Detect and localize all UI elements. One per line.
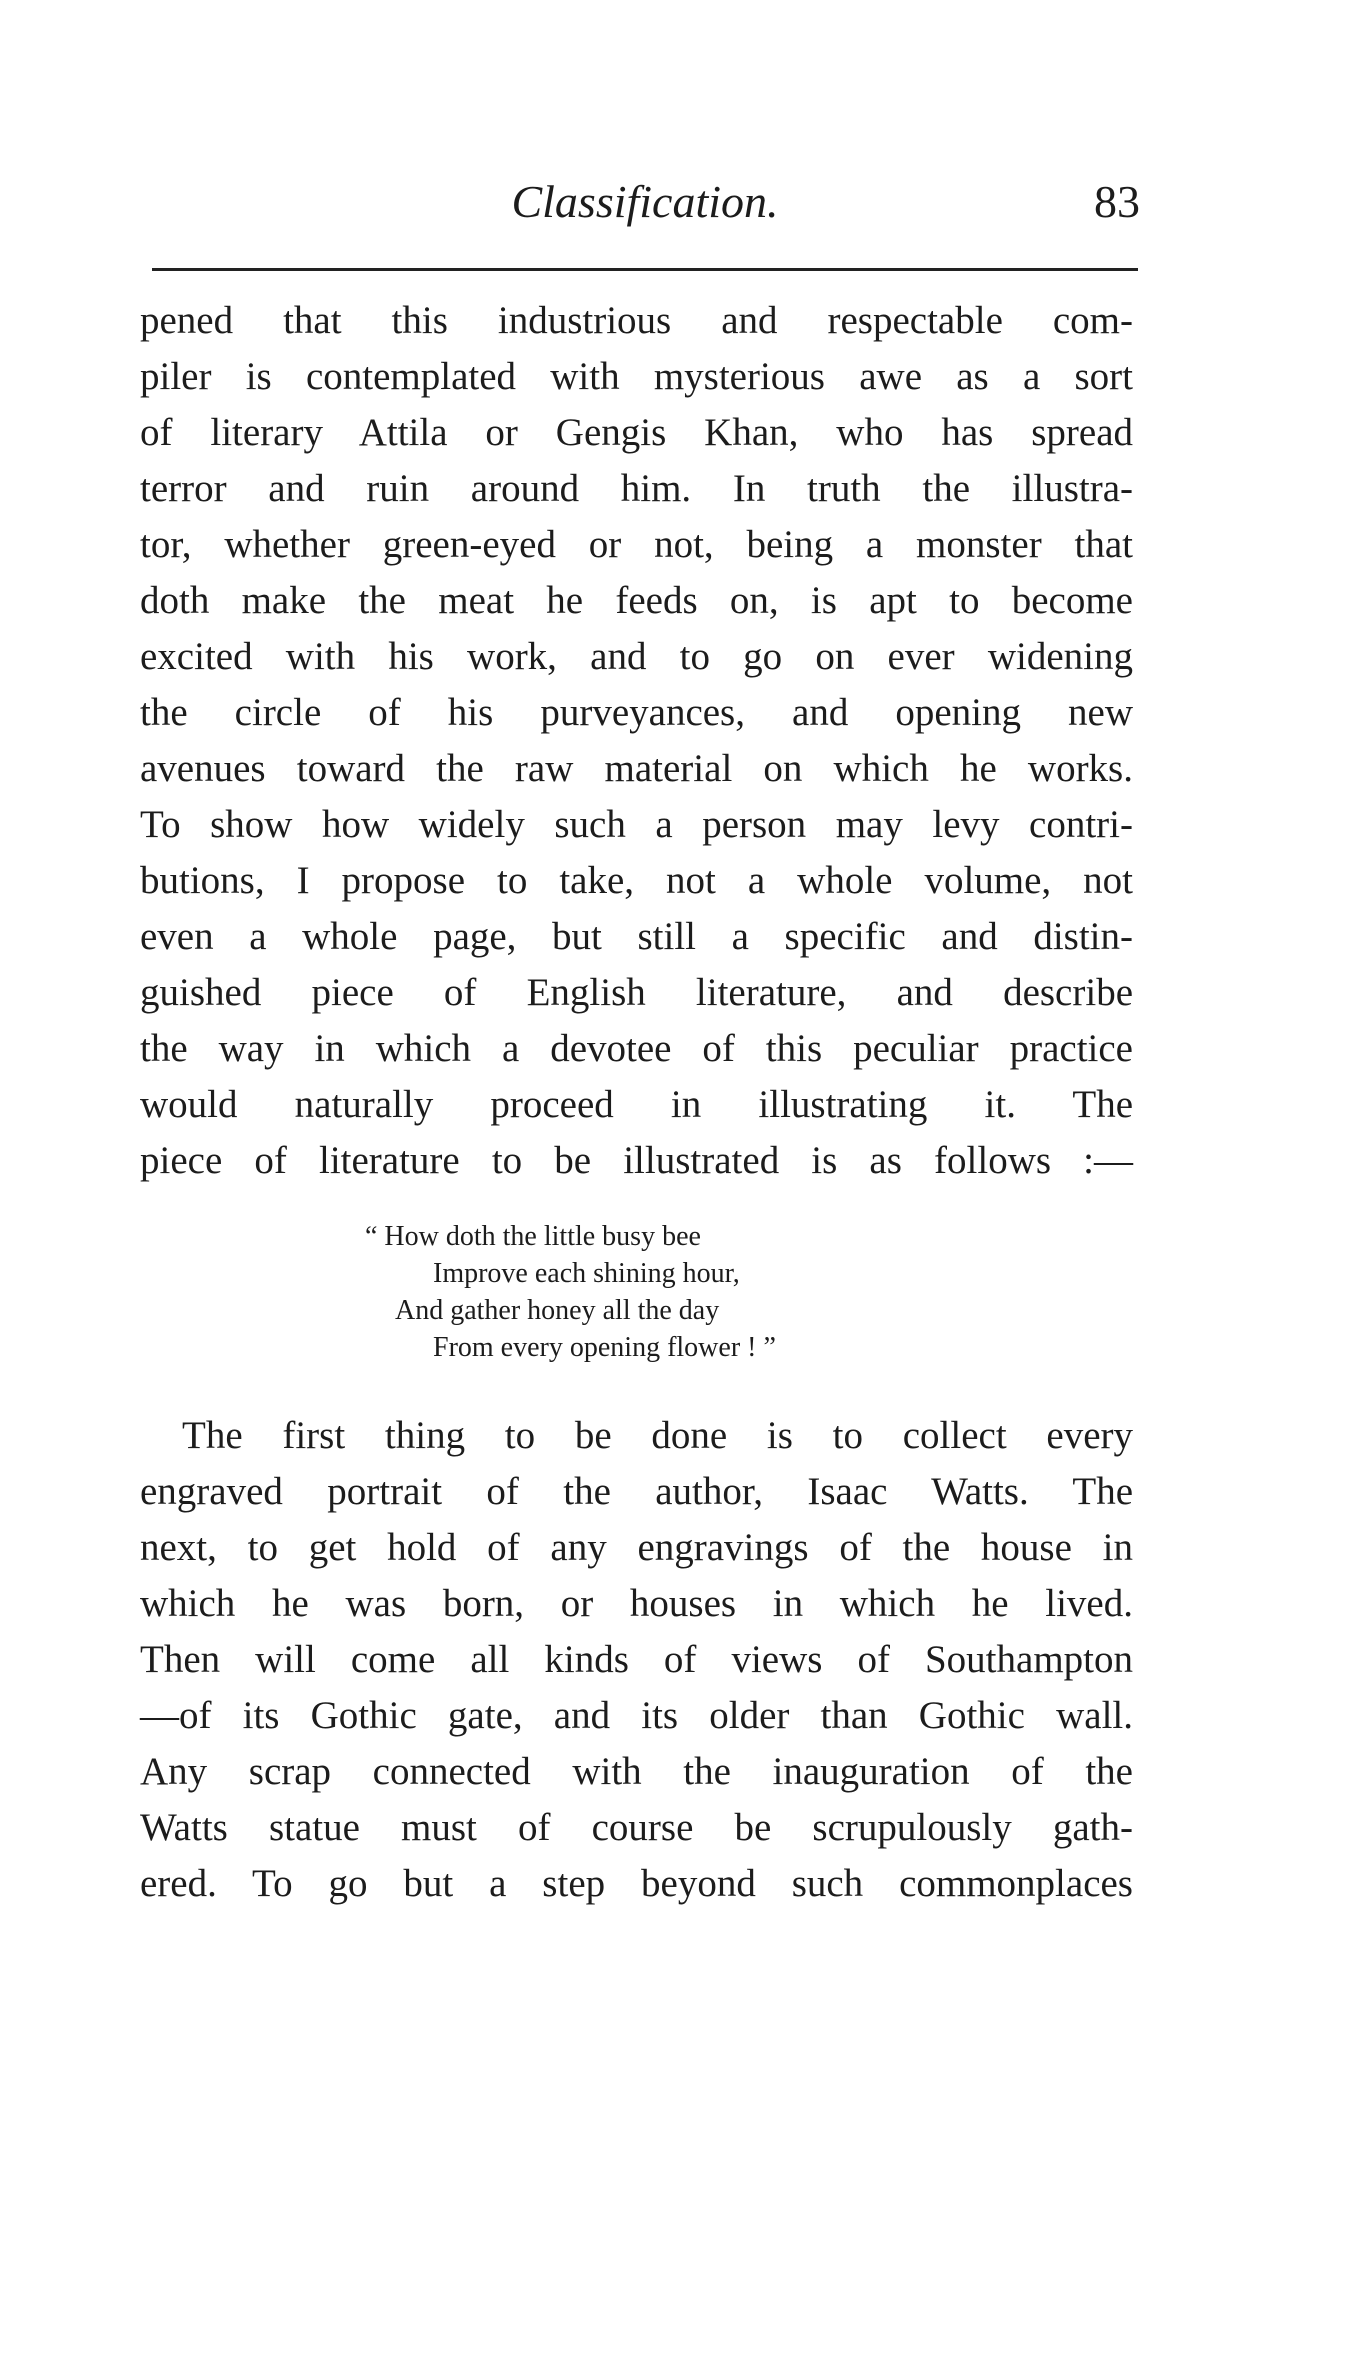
text-line: terror and ruin around him. In truth the illustra- bbox=[140, 467, 1133, 510]
text-line: Any scrap connected with the inauguration of the bbox=[140, 1750, 1133, 1793]
text-line: piece of literature to be illustrated is as follows :— bbox=[140, 1139, 1133, 1182]
poem-line: From every opening flower ! ” bbox=[433, 1332, 776, 1363]
text-line: piler is contemplated with mysterious awe as a sort bbox=[140, 355, 1133, 398]
text-line: next, to get hold of any engravings of the house in bbox=[140, 1526, 1133, 1569]
text-line: The first thing to be done is to collect every bbox=[182, 1414, 1133, 1457]
text-line: Watts statue must of course be scrupulously gath- bbox=[140, 1806, 1133, 1849]
text-line: ered. To go but a step beyond such commonplaces bbox=[140, 1862, 1133, 1905]
header-rule bbox=[152, 268, 1138, 271]
text-line: the way in which a devotee of this peculiar practice bbox=[140, 1027, 1133, 1070]
text-line: doth make the meat he feeds on, is apt to become bbox=[140, 579, 1133, 622]
poem-line: And gather honey all the day bbox=[395, 1295, 720, 1326]
text-line: To show how widely such a person may levy contri- bbox=[140, 803, 1133, 846]
text-line: tor, whether green-eyed or not, being a monster that bbox=[140, 523, 1133, 566]
poem-quotation bbox=[365, 1218, 925, 1366]
text-line: engraved portrait of the author, Isaac Watts. The bbox=[140, 1470, 1133, 1513]
text-line: even a whole page, but still a specific and distin- bbox=[140, 915, 1133, 958]
text-line: which he was born, or houses in which he lived. bbox=[140, 1582, 1133, 1625]
text-line: butions, I propose to take, not a whole volume, not bbox=[140, 859, 1133, 902]
text-line: avenues toward the raw material on which he works. bbox=[140, 747, 1133, 790]
poem-line: “ How doth the little busy bee bbox=[365, 1221, 701, 1252]
running-head bbox=[150, 172, 1140, 242]
text-line: excited with his work, and to go on ever widening bbox=[140, 635, 1133, 678]
text-line: would naturally proceed in illustrating it. The bbox=[140, 1083, 1133, 1126]
poem-line: Improve each shining hour, bbox=[433, 1258, 740, 1289]
running-title: Classification. bbox=[511, 176, 779, 227]
paragraph-2 bbox=[140, 1408, 1133, 1912]
text-line: Then will come all kinds of views of Southampton bbox=[140, 1638, 1133, 1681]
text-line: the circle of his purveyances, and opening new bbox=[140, 691, 1133, 734]
paragraph-1 bbox=[140, 293, 1133, 1189]
text-line: pened that this industrious and respectable com- bbox=[140, 299, 1133, 342]
text-line: guished piece of English literature, and describe bbox=[140, 971, 1133, 1014]
text-line: —of its Gothic gate, and its older than Gothic wall. bbox=[140, 1694, 1133, 1737]
page-number: 83 bbox=[1094, 176, 1140, 227]
text-line: of literary Attila or Gengis Khan, who has spread bbox=[140, 411, 1133, 454]
